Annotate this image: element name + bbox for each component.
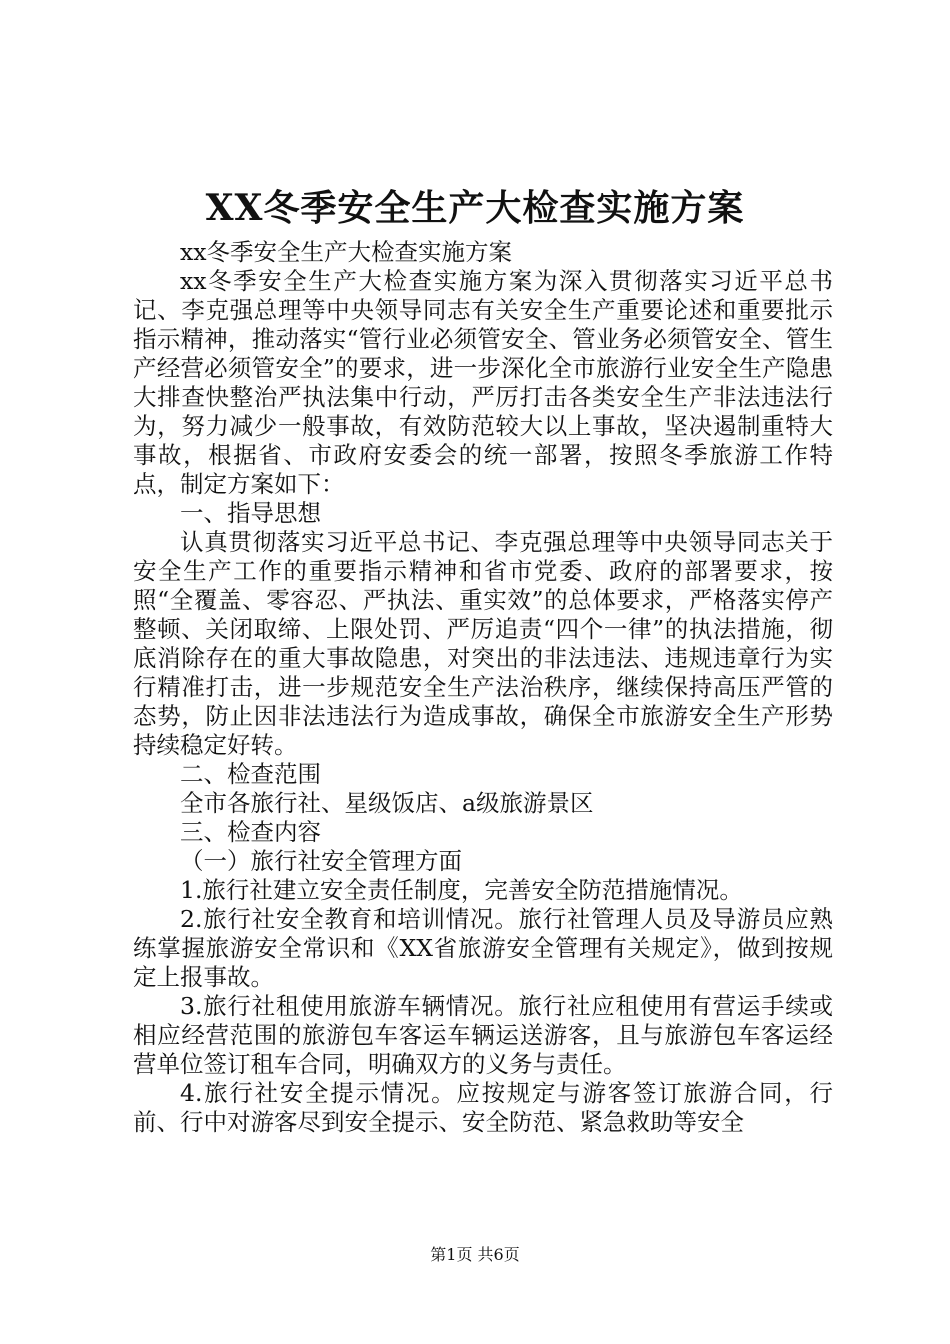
document-title: XX冬季安全生产大检查实施方案 [205,187,745,229]
list-item-2: 2.旅行社安全教育和培训情况。旅行社管理人员及导游员应熟练掌握旅游安全常识和《XX省旅游安全管理有关规定》，做到按规定上报事故。 [133,905,833,991]
section-heading-scope: 二、检查范围 [180,760,321,788]
paragraph-heading: xx冬季安全生产大检查实施方案 [180,238,513,266]
paragraph-intro: xx冬季安全生产大检查实施方案为深入贯彻落实习近平总书记、李克强总理等中央领导同志有关安全生产重要论述和重要批示指示精神，推动落实“管行业必须管安全、管业务必须管安全、管生产经营必须管安全”的要求，进一步深化全市旅游行业安全生产隐患大排查快整治严执法集中行动，严厉打击各类安全生产非法违法行为，努力减少一般事故，有效防范较大以上事故，坚决遏制重特大事故，根据省、市政府安委会的统一部署，按照冬季旅游工作特点，制定方案如下： [133,267,833,498]
paragraph-guiding-thought: 认真贯彻落实习近平总书记、李克强总理等中央领导同志关于安全生产工作的重要指示精神和省市党委、政府的部署要求，按照“全覆盖、零容忍、严执法、重实效”的总体要求，严格落实停产整顿、关闭取缔、上限处罚、严厉追责“四个一律”的执法措施，彻底消除存在的重大事故隐患，对突出的非法违法、违规违章行为实行精准打击，进一步规范安全生产法治秩序，继续保持高压严管的态势，防止因非法违法行为造成事故，确保全市旅游安全生产形势持续稳定好转。 [133,528,833,759]
section-heading-guiding-thought: 一、指导思想 [180,499,321,527]
document-body [133,238,833,1137]
paragraph-scope: 全市各旅行社、星级饭店、a级旅游景区 [180,789,594,817]
subsection-heading-travel-agency: （一）旅行社安全管理方面 [180,847,462,875]
list-item-3: 3.旅行社租使用旅游车辆情况。旅行社应租使用有营运手续或相应经营范围的旅游包车客运车辆运送游客，且与旅游包车客运经营单位签订租车合同，明确双方的义务与责任。 [133,992,833,1078]
page-footer: 第1页 共6页 [430,1245,520,1264]
list-item-4: 4.旅行社安全提示情况。应按规定与游客签订旅游合同，行前、行中对游客尽到安全提示、安全防范、紧急救助等安全 [133,1079,833,1136]
list-item-1: 1.旅行社建立安全责任制度，完善安全防范措施情况。 [180,876,743,904]
section-heading-content: 三、检查内容 [180,818,321,846]
